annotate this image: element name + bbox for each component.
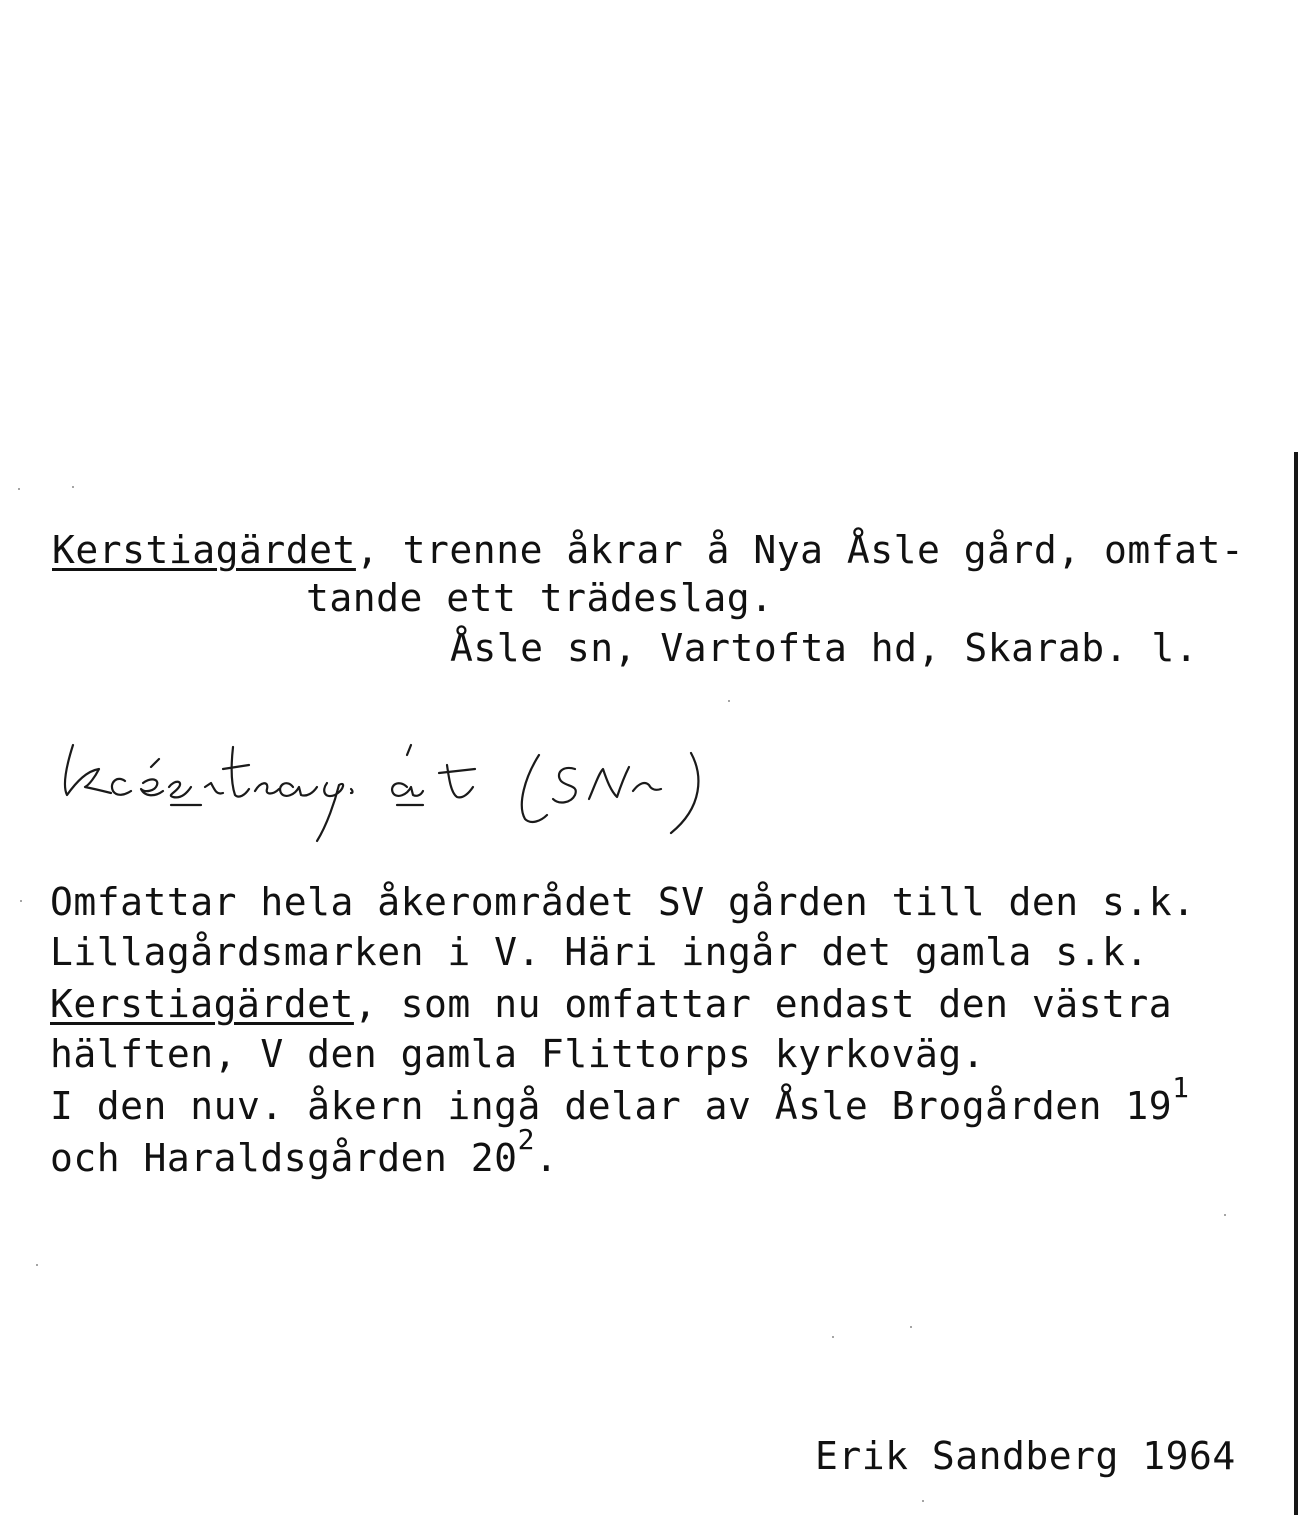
header-line-2: tande ett trädeslag. — [306, 576, 774, 620]
signature: Erik Sandberg 1964 — [815, 1434, 1236, 1478]
scan-speck — [728, 700, 730, 702]
header-line-1-rest: , trenne åkrar å Nya Åsle gård, omfat- — [355, 528, 1245, 572]
scan-speck — [18, 488, 20, 490]
body-line-5-text: I den nuv. åkern ingå delar av Åsle Brogården 19 — [50, 1084, 1173, 1128]
scan-speck — [922, 1500, 924, 1502]
body-line-6 — [50, 1123, 559, 1180]
headword: Kerstiagärdet — [52, 528, 356, 572]
card-right-edge — [1294, 452, 1298, 1515]
scan-speck — [910, 1326, 912, 1328]
scan-speck — [1224, 1214, 1226, 1216]
scan-speck — [36, 1264, 38, 1266]
body-line-6-end: . — [534, 1136, 559, 1180]
location-line: Åsle sn, Vartofta hd, Skarab. l. — [450, 626, 1199, 670]
body-headword: Kerstiagärdet — [50, 982, 354, 1026]
scan-speck — [20, 900, 22, 902]
body-line-2: Lillagårdsmarken i V. Häri ingår det gamla s.k. — [50, 930, 1149, 974]
scan-speck — [72, 486, 74, 488]
body-line-3-rest: , som nu omfattar endast den västra — [353, 982, 1173, 1026]
footnote-2: 2 — [517, 1123, 535, 1156]
body-line-5 — [50, 1071, 1190, 1128]
footnote-1: 1 — [1172, 1071, 1190, 1104]
header-line-1 — [52, 528, 1244, 572]
body-line-3 — [50, 982, 1172, 1026]
body-line-6-text: och Haraldsgården 20 — [50, 1136, 518, 1180]
body-line-1: Omfattar hela åkerområdet SV gården till den s.k. — [50, 880, 1196, 924]
handwritten-pronunciation — [55, 725, 735, 855]
body-line-4: hälften, V den gamla Flittorps kyrkoväg. — [50, 1032, 986, 1076]
scan-speck — [832, 1336, 834, 1338]
